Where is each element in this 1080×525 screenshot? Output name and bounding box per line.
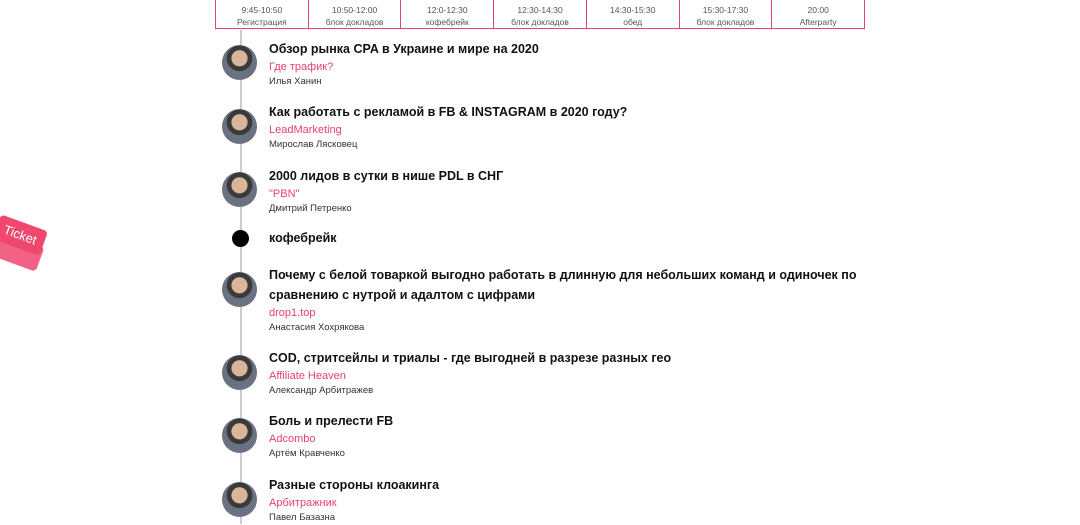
break-dot <box>232 230 249 247</box>
ticket-button[interactable] <box>0 214 50 273</box>
speaker-avatar <box>222 355 257 390</box>
speaker-avatar <box>222 109 257 144</box>
ticket-label: Ticket <box>0 214 48 256</box>
company-link[interactable]: Adcombo <box>269 433 316 445</box>
speaker-avatar <box>222 482 257 517</box>
schedule-cell: 12:0-12:30 кофебрейк <box>401 0 494 28</box>
schedule-cell: 12:30-14:30 блок докладов <box>494 0 587 28</box>
schedule-cell: 15:30-17:30 блок докладов <box>680 0 773 28</box>
schedule-table <box>215 0 865 29</box>
schedule-cell: 10:50-12:00 блок докладов <box>309 0 402 28</box>
speaker-avatar <box>222 45 257 80</box>
schedule-cell: 9:45-10:50 Регистрация <box>216 0 309 28</box>
company-link[interactable]: drop1.top <box>269 307 316 319</box>
company-link[interactable]: LeadMarketing <box>269 124 342 136</box>
speaker-avatar <box>222 272 257 307</box>
speaker-avatar <box>222 172 257 207</box>
company-link[interactable]: Где трафик? <box>269 61 334 73</box>
company-link[interactable]: Affiliate Heaven <box>269 370 346 382</box>
company-link[interactable]: Арбитражник <box>269 497 337 509</box>
schedule-cell: 14:30-15:30 обед <box>587 0 680 28</box>
company-link[interactable]: "PBN" <box>269 188 300 200</box>
speaker-avatar <box>222 418 257 453</box>
schedule-cell: 20:00 Afterparty <box>799 5 837 27</box>
